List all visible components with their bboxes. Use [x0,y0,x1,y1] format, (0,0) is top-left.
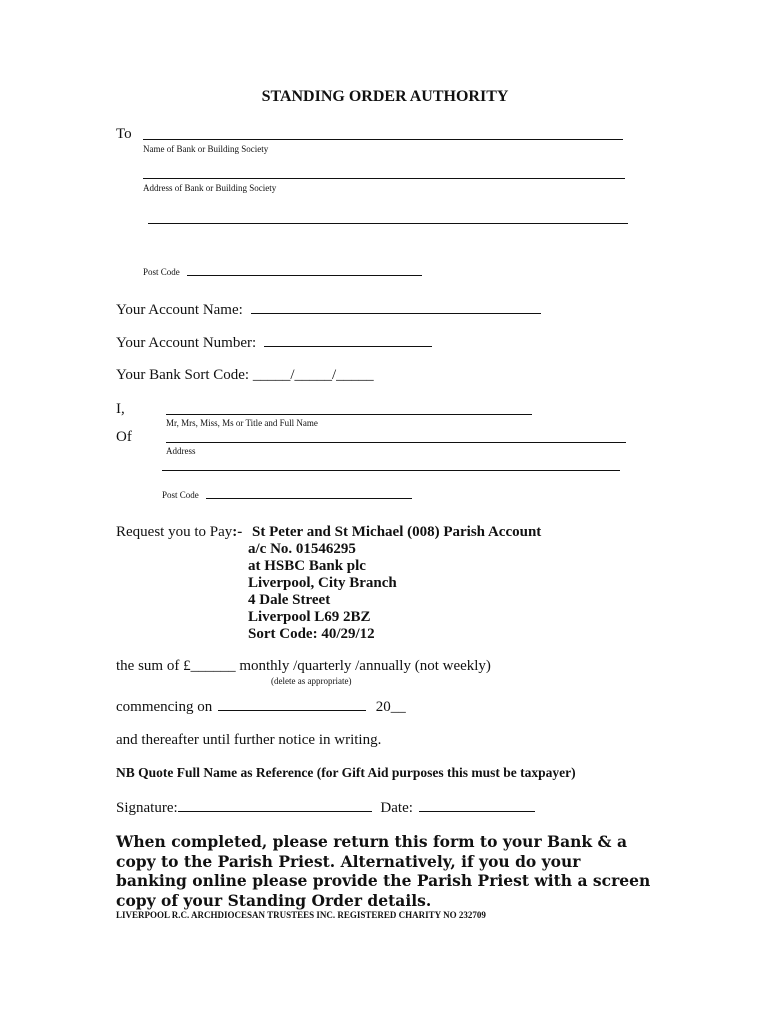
commencing-date-field[interactable] [218,697,366,711]
sort-code-row [116,367,374,384]
customer-name-caption: Mr, Mrs, Miss, Ms or Title and Full Name [166,418,318,428]
page-title: STANDING ORDER AUTHORITY [261,88,509,105]
of-label: Of [116,429,132,445]
request-punct: :- [232,524,243,540]
sort-code-label: Your Bank Sort Code: [116,367,250,383]
account-number-row [116,333,432,352]
bank-address-caption: Address of Bank or Building Society [143,183,277,193]
charity-footer: LIVERPOOL R.C. ARCHDIOCESAN TRUSTEES INC. REGISTERED CHARITY NO 232709 [116,910,486,920]
customer-address-field-2[interactable] [162,470,620,471]
signature-label: Signature: [116,800,178,816]
account-name-row [116,300,541,319]
closing-instructions: When completed, please return this form to your Bank & a copy to the Parish Priest. Alternatively, if you do your banking online please provide the Parish Priest with a screen copy of your Standing Order details. [116,832,651,910]
bank-postcode-label: Post Code [143,267,180,277]
sum-row[interactable]: the sum of £______ monthly /quarterly /annually (not weekly) [116,658,491,674]
payee-line-7: Sort Code: 40/29/12 [248,626,375,642]
thereafter-text: and thereafter until further notice in writing. [116,732,382,748]
bank-address-field-2[interactable] [148,223,628,224]
payee-line-1: St Peter and St Michael (008) Parish Account [252,524,542,540]
payee-line-5: 4 Dale Street [248,592,331,608]
customer-address-field[interactable] [166,442,626,443]
to-label: To [116,126,132,142]
signature-row [116,798,535,817]
signature-field[interactable] [178,798,372,812]
request-row [116,524,242,541]
request-label: Request you to Pay [116,524,233,540]
nb-note: NB Quote Full Name as Reference (for Gift Aid purposes this must be taxpayer) [116,765,576,780]
commencing-row [116,697,406,716]
payee-line-3: at HSBC Bank plc [248,558,366,574]
account-number-field[interactable] [264,333,432,347]
sort-code-field[interactable]: _____/_____/_____ [252,367,374,383]
customer-postcode-label: Post Code [162,490,199,500]
account-name-label: Your Account Name: [116,302,243,318]
payee-line-4: Liverpool, City Branch [248,575,397,591]
bank-address-field[interactable] [143,178,625,179]
account-number-label: Your Account Number: [116,335,257,351]
payee-line-6: Liverpool L69 2BZ [248,609,371,625]
bank-name-caption: Name of Bank or Building Society [143,144,269,154]
sum-note: (delete as appropriate) [271,676,352,686]
account-name-field[interactable] [251,300,541,314]
bank-name-field[interactable] [143,139,623,140]
customer-address-caption: Address [166,446,196,456]
commencing-year[interactable]: 20__ [375,699,406,715]
date-label: Date: [380,800,413,816]
payee-line-2: a/c No. 01546295 [248,541,356,557]
customer-name-field[interactable] [166,414,532,415]
date-field[interactable] [419,798,535,812]
i-label: I, [116,401,125,417]
customer-postcode-field[interactable] [206,498,412,499]
commencing-label: commencing on [116,699,213,715]
bank-postcode-field[interactable] [187,275,422,276]
